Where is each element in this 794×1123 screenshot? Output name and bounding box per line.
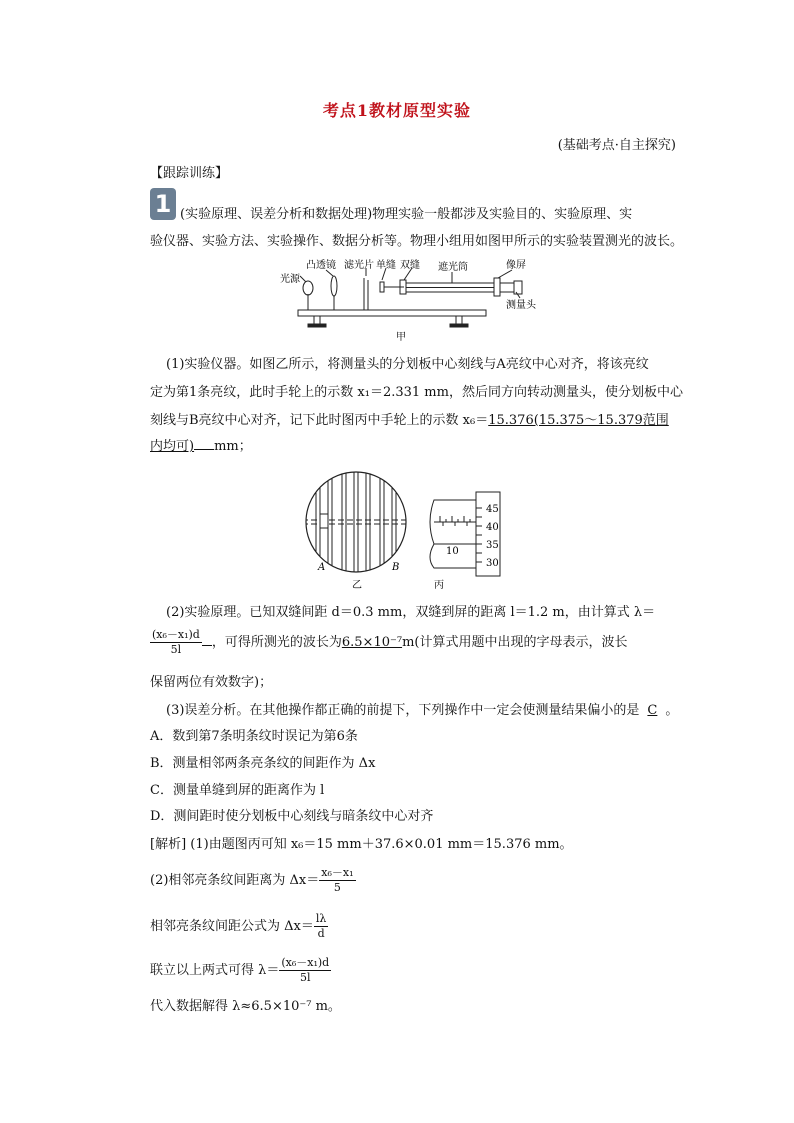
intro-line-2: 验仪器、实验方法、实验操作、数据分析等。物理小组用如图甲所示的实验装置测光的波长。 [150,234,684,249]
figure-jia-caption: 甲 [396,332,406,343]
section-heading: 【跟踪训练】 [150,166,229,181]
analysis-f2-den: d [317,927,325,940]
q3-end: 。 [665,703,679,718]
label-measuring-head: 测量头 [506,300,536,311]
q1-unit: mm； [214,439,252,454]
label-light-source: 光源 [280,274,300,285]
analysis-line-3 [150,912,680,941]
analysis-f2-num: lλ [315,912,327,925]
label-filter: 滤光片 [344,260,374,271]
label-screen: 像屏 [506,260,526,271]
analysis-formula-1 [319,866,355,895]
fringe-label-a: A [318,562,326,573]
q2-formula-den: 5l [170,643,182,656]
q1-line-3 [150,412,680,430]
q1-answer-cont: 内均可) [150,439,195,454]
q2-formula-num: (x₆－x₁)d [152,628,200,641]
q2-text-2b: m(计算式用题中出现的字母表示，波长 [402,635,628,650]
q1-line-1: (1)实验仪器。如图乙所示，将测量头的分划板中心刻线与A亮纹中心对齐，将该亮纹 [166,357,649,372]
q3-answer: C [647,703,658,718]
micrometer-figure [424,488,516,592]
option-b: B．测量相邻两条亮条纹的间距作为 Δx [150,756,376,771]
analysis-text-3: 相邻亮条纹间距公式为 Δx＝ [150,919,314,934]
main-scale-10: 10 [446,546,459,557]
label-convex-lens: 凸透镜 [306,260,336,271]
label-shade-tube: 遮光筒 [438,262,468,273]
analysis-f3-den: 5l [300,971,311,984]
q1-text-3: 刻线与B亮纹中心对齐，记下此时图丙中手轮上的示数 x₆＝ [150,413,489,428]
q2-line-2 [150,628,680,657]
q1-line-4 [150,438,680,456]
blank-line [194,449,214,450]
intro-line-1: (实验原理、误差分析和数据处理)物理实验一般都涉及实验目的、实验原理、实 [180,207,633,222]
option-c: C．测量单缝到屏的距离作为 l [150,783,325,798]
analysis-line-2 [150,866,680,895]
label-single-slit: 单缝 [376,260,396,271]
analysis-line-5: 代入数据解得 λ≈6.5×10⁻⁷ m。 [150,999,341,1014]
analysis-formula-3 [279,956,331,985]
figure-bing-caption: 丙 [434,580,444,591]
analysis-line-4 [150,956,680,985]
apparatus-figure [276,258,546,344]
q2-answer: 6.5×10⁻⁷ [341,635,403,650]
analysis-f1-num: x₆－x₁ [321,866,354,879]
analysis-line-1: [解析] (1)由题图丙可知 x₆＝15 mm＋37.6×0.01 mm＝15.376 mm。 [150,837,573,852]
page-title: 考点1教材原型实验 [322,101,472,120]
thimble-tick-45: 45 [486,504,499,515]
q2-text-2: ，可得所测光的波长为 [211,635,342,650]
thimble-tick-30: 30 [486,558,499,569]
analysis-formula-2 [314,912,329,941]
q2-line-3: 保留两位有效数字)； [150,675,273,690]
q2-line-1: (2)实验原理。已知双缝间距 d＝0.3 mm，双缝到屏的距离 l＝1.2 m，由计算式 λ＝ [166,605,656,620]
badge-number: 1 [154,190,172,218]
q1-answer: 15.376(15.375～15.379范围 [488,413,669,428]
thimble-tick-35: 35 [486,540,499,551]
q3-line-1 [166,702,696,720]
q2-formula [150,628,202,657]
figure-yi-caption: 乙 [352,580,362,591]
option-a: A．数到第7条明条纹时误记为第6条 [150,729,358,744]
eyepiece-figure [302,468,414,592]
option-d: D．测间距时使分划板中心刻线与暗条纹中心对齐 [150,809,434,824]
page-subtitle: (基础考点·自主探究) [557,138,676,153]
q1-line-2: 定为第1条亮纹，此时手轮上的示数 x₁＝2.331 mm，然后同方向转动测量头，使分划板中心 [150,385,683,400]
analysis-f3-num: (x₆－x₁)d [281,956,330,969]
analysis-text-2: (2)相邻亮条纹间距离为 Δx＝ [150,873,320,888]
question-number-badge [150,188,176,220]
blank-line [202,645,212,646]
fringe-label-b: B [392,562,400,573]
q3-text: (3)误差分析。在其他操作都正确的前提下，下列操作中一定会使测量结果偏小的是 [166,703,640,718]
analysis-f1-den: 5 [333,881,341,894]
thimble-tick-40: 40 [486,522,499,533]
label-double-slit: 双缝 [400,260,420,271]
analysis-text-4: 联立以上两式可得 λ＝ [150,963,280,978]
